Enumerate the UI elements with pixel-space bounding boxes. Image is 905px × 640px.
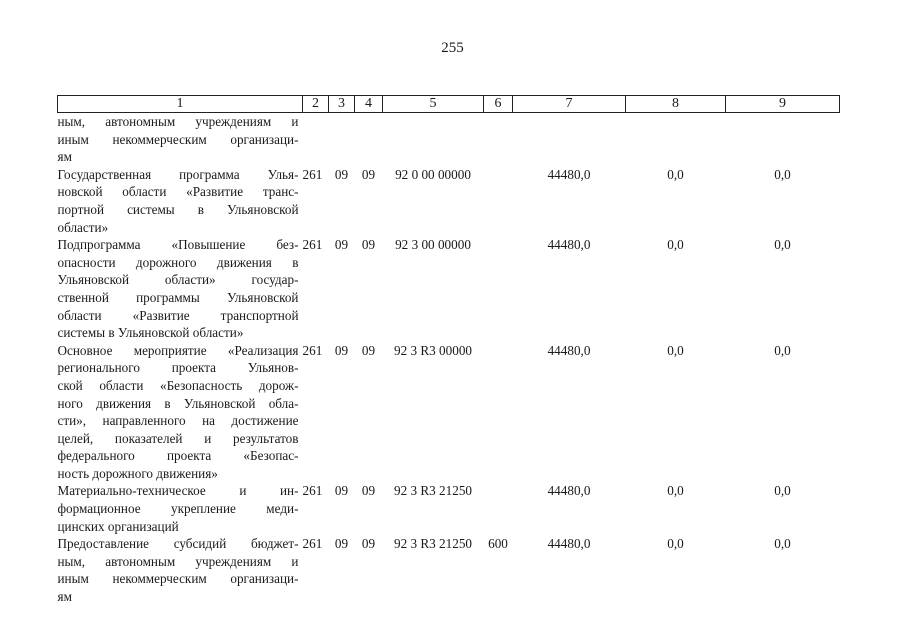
description-line: Ульяновской области» государ- [57,272,299,288]
cell-amount-col9 [726,113,840,166]
cell-description [58,342,303,483]
cell-amount-col8: 0,0 [667,237,684,253]
page-number: 255 [441,40,464,56]
cell-section: 09 [334,483,349,499]
table-body [58,113,840,606]
header-col-9: 9 [726,96,840,113]
header-col-8: 8 [626,96,726,113]
cell-amount-col9: 0,0 [774,536,791,552]
description-line: Государственная программа Улья- [57,166,299,182]
description-line: цинских организаций [57,518,179,534]
cell-grbs: 261 [302,166,323,182]
header-row [58,96,840,113]
cell-section [329,113,355,166]
cell-expense-type [484,166,513,236]
budget-table [57,95,840,606]
cell-amount-col8: 0,0 [667,536,684,552]
header-col-3: 3 [329,96,355,113]
header-col-1: 1 [58,96,303,113]
cell-expense-type [484,482,513,535]
cell-amount-col9: 0,0 [774,166,791,182]
cell-expense-type [484,113,513,166]
table-row [58,166,840,236]
cell-amount-col7: 44480,0 [547,483,591,499]
table-row [58,535,840,605]
description-line: области» [57,219,109,235]
description-line: Подпрограмма «Повышение без- [57,237,299,253]
cell-description [58,166,303,236]
description-line: Основное мероприятие «Реализация [57,342,299,358]
cell-target-article: 92 3 R3 21250 [393,483,473,499]
cell-target-article: 92 0 00 00000 [395,166,471,182]
cell-amount-col9: 0,0 [774,342,791,358]
description-line: Материально-техническое и ин- [57,483,299,499]
cell-target-article: 92 3 00 00000 [395,237,471,253]
cell-amount-col8: 0,0 [667,483,684,499]
cell-description [58,482,303,535]
table-row [58,342,840,483]
cell-section: 09 [334,166,349,182]
cell-subsection [355,113,383,166]
cell-grbs: 261 [302,342,323,358]
cell-amount-col7: 44480,0 [547,237,591,253]
cell-section: 09 [334,536,349,552]
description-line: иным некоммерческим организаци- [57,131,299,147]
description-line: Предоставление субсидий бюджет- [57,536,299,552]
header-col-6: 6 [484,96,513,113]
cell-grbs: 261 [302,536,323,552]
cell-subsection: 09 [361,166,376,182]
cell-amount-col7: 44480,0 [547,536,591,552]
cell-amount-col7: 44480,0 [547,166,591,182]
table-row [58,482,840,535]
cell-grbs [303,113,329,166]
cell-grbs: 261 [302,237,323,253]
table-row [58,236,840,342]
cell-target-article: 92 3 R3 21250 [393,536,473,552]
description-line: ственной программы Ульяновской [57,289,299,305]
cell-amount-col8 [626,113,726,166]
table-row [58,113,840,166]
cell-expense-type: 600 [488,536,508,552]
description-line: ность дорожного движения» [57,465,218,481]
description-line: ям [57,149,72,165]
description-line: сти», направленного на достижение [57,413,299,429]
cell-section: 09 [334,237,349,253]
description-line: опасности дорожного движения в [57,254,299,270]
header-col-2: 2 [303,96,329,113]
description-line: системы в Ульяновской области» [57,325,244,341]
description-line: иным некоммерческим организаци- [57,571,299,587]
description-line: ской области «Безопасность дорож- [57,377,299,393]
cell-target-article [383,113,484,166]
cell-description [58,236,303,342]
description-line: регионального проекта Ульянов- [57,360,299,376]
header-col-7: 7 [513,96,626,113]
cell-amount-col9: 0,0 [774,483,791,499]
cell-subsection: 09 [361,536,376,552]
description-line: новской области «Развитие транс- [57,184,299,200]
cell-amount-col8: 0,0 [667,166,684,182]
cell-amount-col9: 0,0 [774,237,791,253]
cell-subsection: 09 [361,483,376,499]
cell-amount-col7: 44480,0 [547,342,591,358]
description-line: целей, показателей и результатов [57,430,299,446]
header-col-4: 4 [355,96,383,113]
description-line: ным, автономным учреждениям и [57,114,299,129]
cell-subsection: 09 [361,237,376,253]
description-line: федерального проекта «Безопас- [57,448,299,464]
cell-amount-col8: 0,0 [667,342,684,358]
header-col-5: 5 [383,96,484,113]
description-line: портной системы в Ульяновской [57,201,299,217]
cell-subsection: 09 [361,342,376,358]
cell-description [58,535,303,605]
cell-description [58,113,303,166]
description-line: области «Развитие транспортной [57,307,299,323]
description-line: формационное укрепление меди- [57,501,299,517]
cell-expense-type [484,342,513,483]
cell-expense-type [484,236,513,342]
description-line: ного движения в Ульяновской обла- [57,395,299,411]
cell-amount-col7 [513,113,626,166]
cell-grbs: 261 [302,483,323,499]
cell-section: 09 [334,342,349,358]
description-line: ям [57,589,72,605]
cell-target-article: 92 3 R3 00000 [393,342,473,358]
description-line: ным, автономным учреждениям и [57,553,299,569]
